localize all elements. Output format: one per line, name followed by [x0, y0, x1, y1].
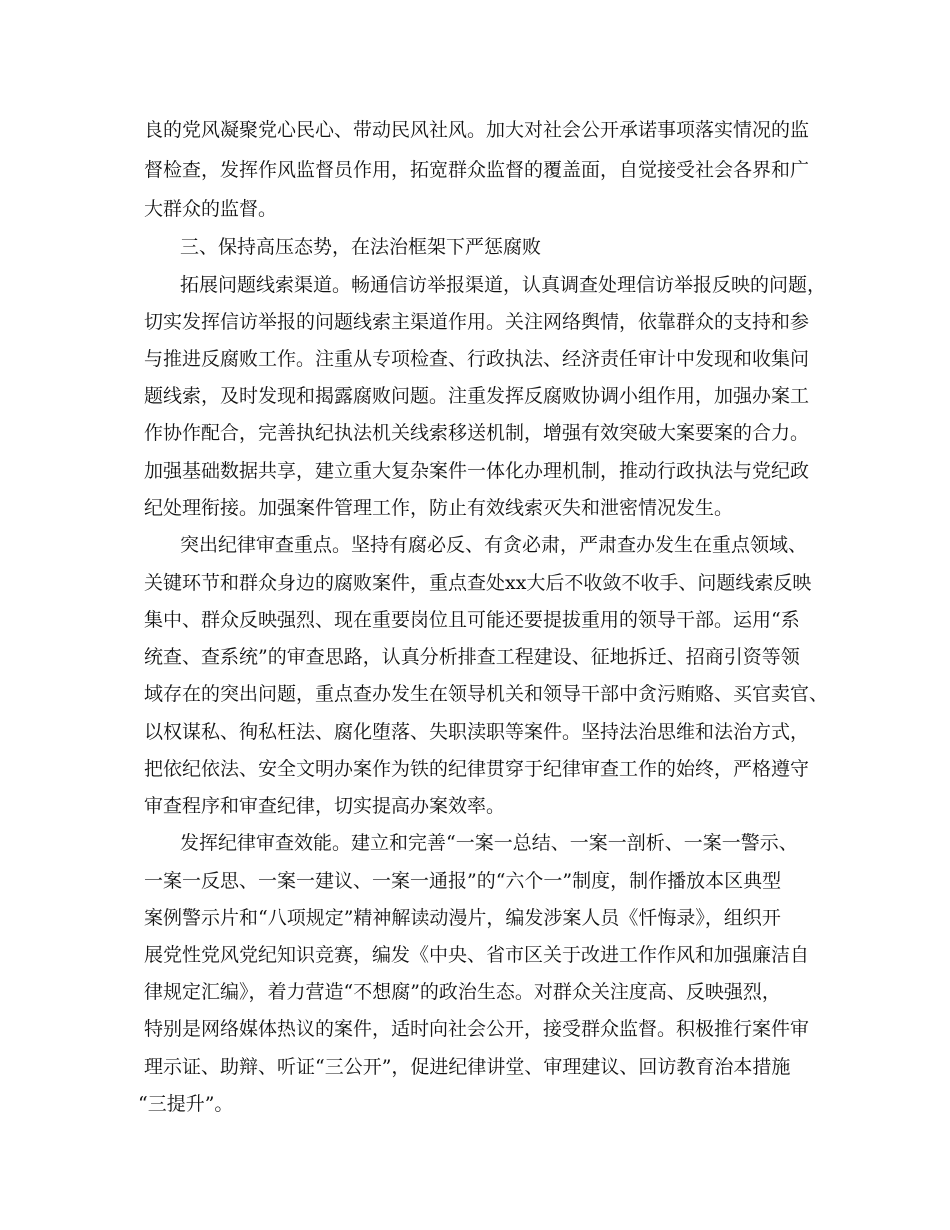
text-line: 案例警示片和“八项规定”精神解读动漫片，编发涉案人员《忏悔录》，组织开: [144, 907, 781, 929]
text-line: 大群众的监督。: [144, 198, 278, 220]
text-line: 督检查，发挥作风监督员作用，拓宽群众监督的覆盖面，自觉接受社会各界和广: [144, 159, 810, 181]
text-line: 特别是网络媒体热议的案件，适时向社会公开，接受群众监督。积极推行案件审: [144, 1018, 810, 1040]
text-line: 一案一反思、一案一建议、一案一通报”的“六个一”制度，制作播放本区典型: [144, 870, 782, 892]
text-line: 加强基础数据共享，建立重大复杂案件一体化办理机制，推动行政执法与党纪政: [144, 460, 810, 482]
text-line: 展党性党风党纪知识竞赛，编发《中央、省市区关于改进工作作风和加强廉洁自: [144, 944, 810, 966]
text-line: 拓展问题线索渠道。畅通信访举报渠道，认真调查处理信访举报反映的问题，: [180, 274, 827, 296]
text-line: 统查、查系统”的审查思路，认真分析排查工程建设、征地拆迁、招商引资等领: [144, 646, 800, 668]
text-line: 以权谋私、徇私枉法、腐化堕落、失职渎职等案件。坚持法治思维和法治方式，: [144, 721, 810, 743]
text-line: 关键环节和群众身边的腐败案件，重点查处xx大后不收敛不收手、问题线索反映: [144, 572, 812, 594]
text-line: 集中、群众反映强烈、现在重要岗位且可能还要提拔重用的领导干部。运用“系: [144, 609, 800, 631]
text-line: 纪处理衔接。加强案件管理工作，防止有效线索灭失和泄密情况发生。: [144, 497, 734, 519]
text-line: 突出纪律审查重点。坚持有腐必反、有贪必肃，严肃查办发生在重点领域、: [180, 534, 808, 556]
text-line: 审查程序和审查纪律，切实提高办案效率。: [144, 795, 506, 817]
text-line: “三提升”。: [138, 1093, 234, 1115]
text-line: 理示证、助辩、听证“三公开”，促进纪律讲堂、审理建议、回访教育治本措施: [144, 1056, 791, 1078]
text-line: 题线索，及时发现和揭露腐败问题。注重发挥反腐败协调小组作用，加强办案工: [144, 385, 810, 407]
text-line: 把依纪依法、安全文明办案作为铁的纪律贯穿于纪律审查工作的始终，严格遵守: [144, 758, 810, 780]
text-line: 发挥纪律审查效能。建立和完善“一案一总结、一案一剖析、一案一警示、: [180, 832, 798, 854]
text-line: 良的党风凝聚党心民心、带动民风社风。加大对社会公开承诺事项落实情况的监: [144, 119, 810, 141]
text-line: 作协作配合，完善执纪执法机关线索移送机制，增强有效突破大案要案的合力。: [144, 422, 810, 444]
section-heading: 三、保持高压态势，在法治框架下严惩腐败: [180, 236, 542, 258]
text-line: 切实发挥信访举报的问题线索主渠道作用。关注网络舆情，依靠群众的支持和参: [144, 311, 810, 333]
text-line: 域存在的突出问题，重点查办发生在领导机关和领导干部中贪污贿赂、买官卖官、: [144, 683, 829, 705]
text-line: 与推进反腐败工作。注重从专项检查、行政执法、经济责任审计中发现和收集问: [144, 348, 810, 370]
text-line: 律规定汇编》，着力营造“不想腐”的政治生态。对群众关注度高、反映强烈，: [144, 981, 781, 1003]
